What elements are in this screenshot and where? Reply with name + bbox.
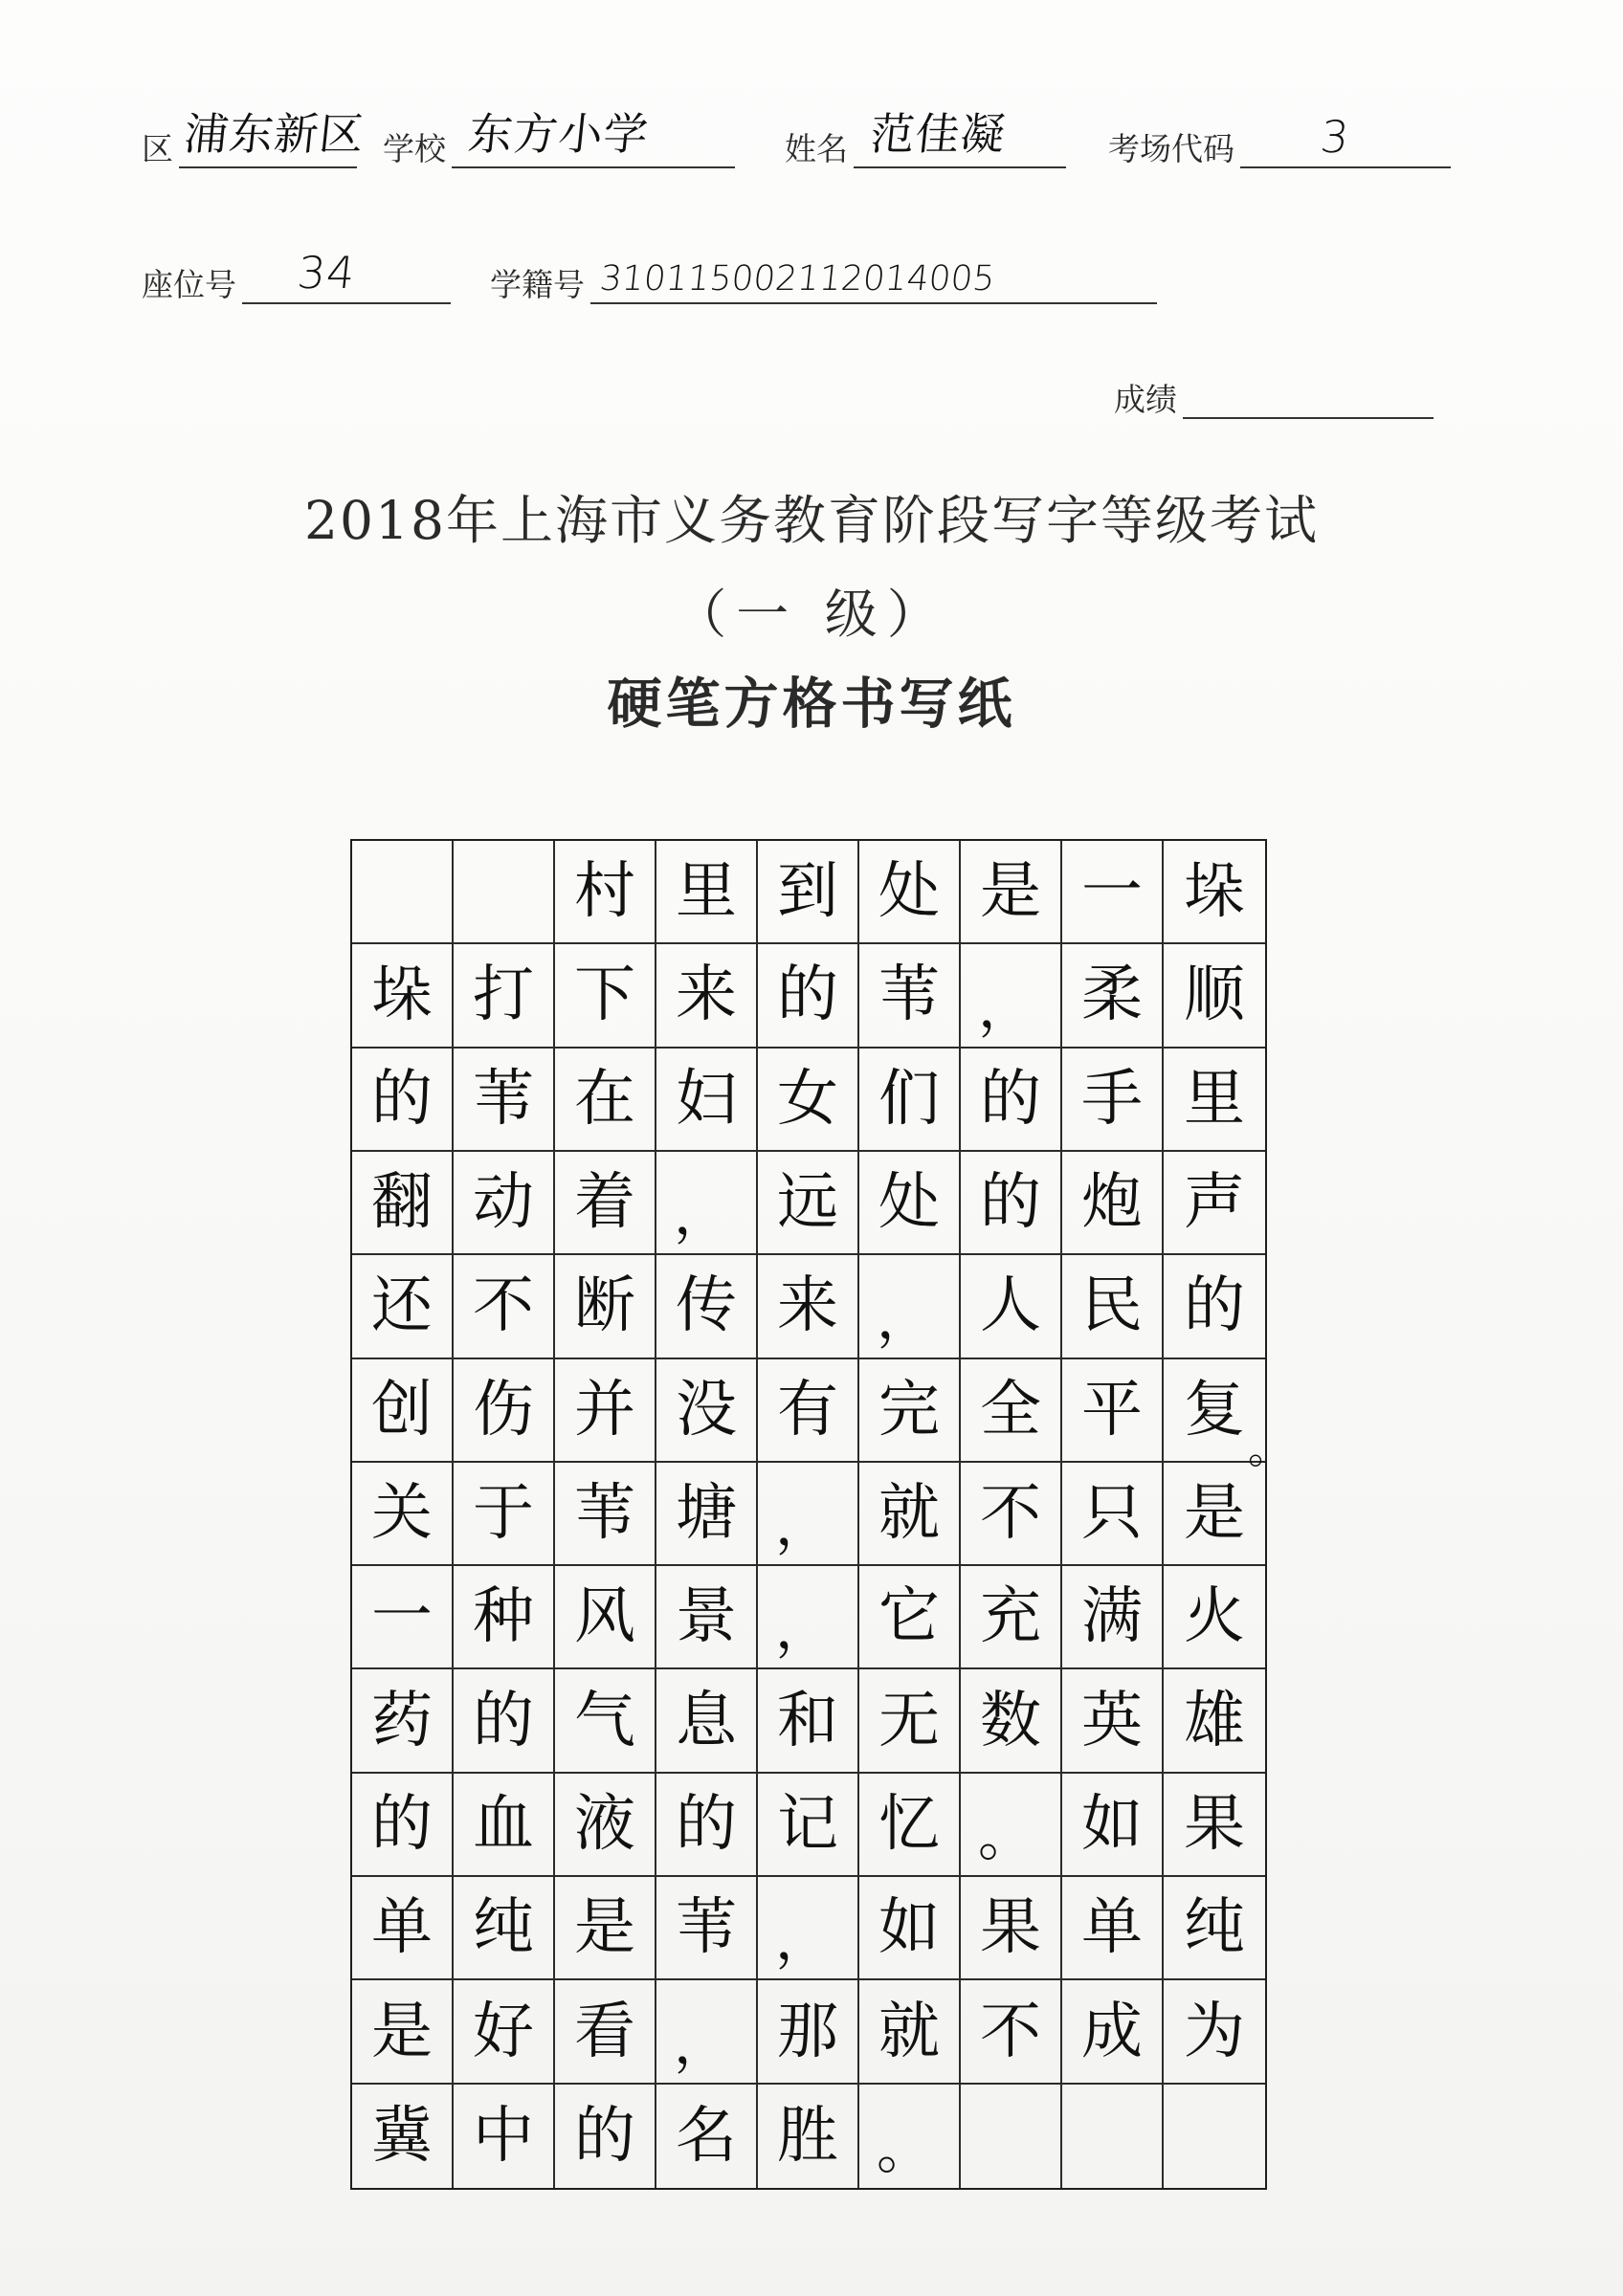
grid-character: 人 [980, 1270, 1041, 1342]
grid-cell [859, 1980, 961, 2084]
grid-cell [961, 1774, 1062, 1877]
grid-character: 村 [574, 856, 635, 928]
grid-character: 就 [878, 1996, 940, 2067]
grid-character: 创 [371, 1374, 433, 1446]
grid-cell [1164, 1877, 1265, 1980]
grid-cell [961, 2085, 1062, 2188]
grid-character: 名 [676, 2100, 737, 2172]
grid-cell [859, 1255, 961, 1358]
seat-label: 座位号 [142, 266, 236, 303]
grid-cell [352, 1152, 454, 1255]
grid-character: 种 [473, 1581, 534, 1653]
grid-cell [656, 1049, 758, 1152]
grid-character: ， [674, 2010, 730, 2076]
student-id-label: 学籍号 [490, 266, 585, 303]
grid-cell [1062, 1566, 1164, 1669]
grid-cell [758, 841, 859, 944]
grid-character: 的 [980, 1063, 1041, 1135]
exam-level: （一 级） [674, 584, 949, 645]
grid-cell [352, 2085, 454, 2188]
grid-cell [859, 944, 961, 1048]
grid-cell [961, 1980, 1062, 2084]
grid-cell [1164, 1255, 1265, 1358]
grid-character: 雄 [1184, 1685, 1245, 1756]
grid-character: 英 [1081, 1685, 1143, 1756]
grid-cell [758, 1980, 859, 2084]
grid-cell [656, 1877, 758, 1980]
grid-character: 药 [371, 1685, 433, 1756]
grid-character: 如 [1081, 1788, 1143, 1860]
grid-character: 就 [878, 1477, 940, 1549]
grid-character: 传 [676, 1270, 737, 1342]
grid-cell [454, 1255, 555, 1358]
grid-cell [454, 1566, 555, 1669]
grid-cell [1164, 1152, 1265, 1255]
grid-character: 并 [574, 1374, 635, 1446]
grid-character: 顺 [1184, 960, 1245, 1031]
grid-cell [454, 1152, 555, 1255]
grid-cell [961, 1877, 1062, 1980]
grid-character: 伤 [473, 1374, 534, 1446]
grid-cell [555, 1049, 656, 1152]
grid-cell [1062, 841, 1164, 944]
grid-character: 只 [1081, 1477, 1143, 1549]
grid-character: 的 [980, 1167, 1041, 1239]
grid-cell [1062, 1152, 1164, 1255]
grid-character: ， [775, 1907, 832, 1973]
grid-character: 苇 [473, 1063, 534, 1135]
grid-character: 里 [1184, 1063, 1245, 1135]
grid-cell [656, 1359, 758, 1463]
grid-character: 不 [473, 1270, 534, 1342]
exam-site-line[interactable] [1240, 111, 1451, 168]
grid-cell [1164, 1774, 1265, 1877]
grid-character: 远 [777, 1167, 838, 1239]
school-value: 东方小学 [465, 108, 652, 160]
grid-cell [352, 1669, 454, 1773]
grid-character: 女 [777, 1063, 838, 1135]
grid-character: 纯 [473, 1892, 534, 1964]
name-label: 姓名 [785, 130, 848, 167]
name-line[interactable] [854, 108, 1066, 168]
grid-cell [758, 2085, 859, 2188]
grid-cell [555, 1774, 656, 1877]
grid-cell [352, 841, 454, 944]
district-label: 区 [142, 130, 173, 167]
grid-character: 纯 [1184, 1892, 1245, 1964]
grid-cell [961, 1049, 1062, 1152]
exam-site-value: 3 [1318, 111, 1353, 163]
grid-cell [961, 1669, 1062, 1773]
grid-cell [656, 2085, 758, 2188]
grid-cell [1062, 1980, 1164, 2084]
grid-character: 炮 [1081, 1167, 1143, 1239]
grid-character: 于 [473, 1477, 534, 1549]
grid-cell [656, 1774, 758, 1877]
grid-cell [1164, 1566, 1265, 1669]
school-line[interactable] [452, 108, 735, 168]
grid-cell [352, 1877, 454, 1980]
grid-character: 一 [1081, 856, 1143, 928]
grid-cell [352, 1463, 454, 1566]
grid-character: 和 [777, 1685, 838, 1756]
grid-cell [656, 1463, 758, 1566]
grid-cell [352, 1255, 454, 1358]
grid-character: ， [978, 974, 1034, 1040]
grid-cell [758, 1049, 859, 1152]
grid-character: 垛 [371, 960, 433, 1031]
grid-cell [758, 1255, 859, 1358]
grid-cell [961, 944, 1062, 1048]
grid-cell [1164, 944, 1265, 1048]
grid-cell [656, 1566, 758, 1669]
grid-character: 们 [878, 1063, 940, 1135]
exam-site-label: 考场代码 [1108, 130, 1234, 167]
grid-character: ， [674, 1181, 730, 1247]
grid-character: 处 [878, 1167, 940, 1239]
grid-character: 的 [1184, 1270, 1245, 1342]
grid-character: 不 [980, 1477, 1041, 1549]
grid-character: 妇 [676, 1063, 737, 1135]
grid-character: 气 [574, 1685, 635, 1756]
grid-character: 的 [371, 1063, 433, 1135]
grid-cell [454, 1359, 555, 1463]
grid-cell [1164, 1980, 1265, 2084]
grid-character: 它 [878, 1581, 940, 1653]
overflow-period: 。 [1248, 1424, 1290, 1473]
grid-cell [555, 1877, 656, 1980]
grid-cell [555, 1980, 656, 2084]
grid-character: 来 [676, 960, 737, 1031]
grid-character: 风 [574, 1581, 635, 1653]
grid-character: 里 [676, 856, 737, 928]
grid-cell [656, 944, 758, 1048]
grid-cell [454, 2085, 555, 2188]
district-line[interactable] [179, 108, 367, 168]
grid-cell [859, 1049, 961, 1152]
grid-cell [454, 1049, 555, 1152]
seat-line[interactable] [242, 247, 451, 304]
grid-character: 垛 [1184, 856, 1245, 928]
grid-cell [1164, 2085, 1265, 2188]
grid-character: 的 [473, 1685, 534, 1756]
grid-cell [859, 1152, 961, 1255]
grid-cell [961, 1152, 1062, 1255]
grid-cell [1062, 944, 1164, 1048]
grid-cell [961, 1566, 1062, 1669]
grid-cell [859, 1566, 961, 1669]
school-field [383, 108, 735, 168]
grid-character: 果 [980, 1892, 1041, 1964]
grid-cell [1062, 1877, 1164, 1980]
grid-character: 数 [980, 1685, 1041, 1756]
grid-character: 着 [574, 1167, 635, 1239]
grid-cell [1164, 1669, 1265, 1773]
grid-cell [454, 944, 555, 1048]
grid-cell [859, 1669, 961, 1773]
grid-character: ， [877, 1285, 933, 1351]
grid-cell [1164, 841, 1265, 944]
grid-character: 无 [878, 1685, 940, 1756]
grid-character: 火 [1184, 1581, 1245, 1653]
student-id-field [490, 253, 1157, 304]
name-value: 范佳凝 [867, 108, 1009, 160]
grid-character: 下 [574, 960, 635, 1031]
grid-cell [454, 841, 555, 944]
grid-cell [656, 1255, 758, 1358]
grid-character: 苇 [574, 1477, 635, 1549]
grid-character: 柔 [1081, 960, 1143, 1031]
grid-cell [961, 1255, 1062, 1358]
grid-character: 有 [777, 1374, 838, 1446]
grid-character: 苇 [676, 1892, 737, 1964]
school-label: 学校 [383, 130, 446, 167]
grid-cell [352, 1049, 454, 1152]
writing-grid [350, 839, 1267, 2190]
grid-character: 翻 [371, 1167, 433, 1239]
grid-character: 声 [1184, 1167, 1245, 1239]
grid-cell [859, 1359, 961, 1463]
grid-character: 的 [574, 2100, 635, 2172]
grid-character: 看 [574, 1996, 635, 2067]
grid-character: 完 [878, 1374, 940, 1446]
grid-cell [1062, 1774, 1164, 1877]
grid-cell [859, 1877, 961, 1980]
grid-cell [352, 1980, 454, 2084]
grid-character: 胜 [777, 2100, 838, 2172]
grid-character: 在 [574, 1063, 635, 1135]
grid-character: 全 [980, 1374, 1041, 1446]
grid-cell [656, 1152, 758, 1255]
seat-value: 34 [295, 247, 359, 298]
student-id-value: 310115002112014005 [597, 259, 997, 298]
grid-character: 忆 [878, 1788, 940, 1860]
grid-character: 断 [574, 1270, 635, 1342]
grid-character: 为 [1184, 1996, 1245, 2067]
grid-cell [656, 841, 758, 944]
grid-cell [352, 1359, 454, 1463]
grid-character: 复 [1184, 1374, 1245, 1446]
grid-cell [352, 1774, 454, 1877]
grid-character: 血 [473, 1788, 534, 1860]
grid-cell [555, 944, 656, 1048]
grid-cell [1062, 1463, 1164, 1566]
grid-cell [656, 1669, 758, 1773]
score-line[interactable] [1183, 367, 1434, 419]
grid-character: 液 [574, 1788, 635, 1860]
grid-character: 不 [980, 1996, 1041, 2067]
name-field [785, 108, 1066, 168]
grid-character: 那 [777, 1996, 838, 2067]
grid-cell [454, 1774, 555, 1877]
grid-character: 记 [777, 1788, 838, 1860]
district-value: 浦东新区 [181, 108, 367, 160]
grid-character: 景 [676, 1581, 737, 1653]
grid-cell [555, 1359, 656, 1463]
grid-cell [758, 1152, 859, 1255]
grid-character: 的 [777, 960, 838, 1031]
paper-title: 硬笔方格书写纸 [607, 672, 1016, 736]
grid-character: 充 [980, 1581, 1041, 1653]
grid-character: 一 [371, 1581, 433, 1653]
grid-character: 。 [978, 1803, 1034, 1869]
grid-character: 单 [371, 1892, 433, 1964]
grid-character: 关 [371, 1477, 433, 1549]
grid-character: 苇 [878, 960, 940, 1031]
grid-cell [1062, 1255, 1164, 1358]
grid-cell [859, 1774, 961, 1877]
seat-field [142, 247, 451, 304]
grid-character: 没 [676, 1374, 737, 1446]
grid-character: 是 [574, 1892, 635, 1964]
grid-cell [758, 1669, 859, 1773]
grid-cell [961, 1359, 1062, 1463]
grid-cell [454, 1877, 555, 1980]
grid-cell [758, 1463, 859, 1566]
exam-site-field [1108, 111, 1451, 168]
exam-title: 2018年上海市义务教育阶段写字等级考试 [304, 490, 1319, 551]
grid-character: 单 [1081, 1892, 1143, 1964]
grid-cell [352, 944, 454, 1048]
grid-cell [454, 1669, 555, 1773]
grid-cell [758, 1774, 859, 1877]
grid-cell [1062, 1049, 1164, 1152]
grid-character: 到 [777, 856, 838, 928]
grid-character: 是 [980, 856, 1041, 928]
grid-character: 如 [878, 1892, 940, 1964]
grid-character: 还 [371, 1270, 433, 1342]
grid-cell [555, 2085, 656, 2188]
grid-cell [555, 1255, 656, 1358]
grid-character: 中 [473, 2100, 534, 2172]
grid-cell [555, 1669, 656, 1773]
grid-cell [758, 944, 859, 1048]
grid-character: 打 [473, 960, 534, 1031]
grid-character: 是 [371, 1996, 433, 2067]
grid-cell [352, 1566, 454, 1669]
grid-character: 冀 [371, 2100, 433, 2172]
grid-cell [1164, 1049, 1265, 1152]
grid-cell [454, 1463, 555, 1566]
grid-cell [758, 1566, 859, 1669]
grid-character: 的 [676, 1788, 737, 1860]
grid-character: 成 [1081, 1996, 1143, 2067]
grid-cell [961, 1463, 1062, 1566]
grid-cell [1062, 1359, 1164, 1463]
grid-character: 息 [676, 1685, 737, 1756]
district-field [142, 108, 367, 168]
grid-character: 来 [777, 1270, 838, 1342]
grid-character: 好 [473, 1996, 534, 2067]
grid-cell [656, 1980, 758, 2084]
grid-character: 是 [1184, 1477, 1245, 1549]
grid-cell [1164, 1463, 1265, 1566]
grid-cell [961, 841, 1062, 944]
grid-character: 手 [1081, 1063, 1143, 1135]
grid-character: 平 [1081, 1374, 1143, 1446]
grid-character: ， [775, 1596, 832, 1662]
grid-cell [555, 1566, 656, 1669]
grid-cell [859, 841, 961, 944]
grid-character: 动 [473, 1167, 534, 1239]
grid-character: ， [775, 1492, 832, 1558]
grid-character: 处 [878, 856, 940, 928]
grid-character: 果 [1184, 1788, 1245, 1860]
grid-character: 。 [877, 2116, 933, 2181]
grid-cell [1062, 2085, 1164, 2188]
grid-character: 民 [1081, 1270, 1143, 1342]
grid-cell [555, 841, 656, 944]
grid-cell [555, 1152, 656, 1255]
grid-cell [758, 1359, 859, 1463]
grid-character: 塘 [676, 1477, 737, 1549]
grid-cell [859, 2085, 961, 2188]
score-label: 成绩 [1114, 381, 1177, 418]
grid-character: 满 [1081, 1581, 1143, 1653]
grid-cell [859, 1463, 961, 1566]
grid-cell [758, 1877, 859, 1980]
grid-cell [454, 1980, 555, 2084]
grid-cell [1062, 1669, 1164, 1773]
score-field [1114, 367, 1434, 419]
grid-character: 的 [371, 1788, 433, 1860]
student-id-line[interactable] [590, 253, 1157, 304]
grid-cell [555, 1463, 656, 1566]
